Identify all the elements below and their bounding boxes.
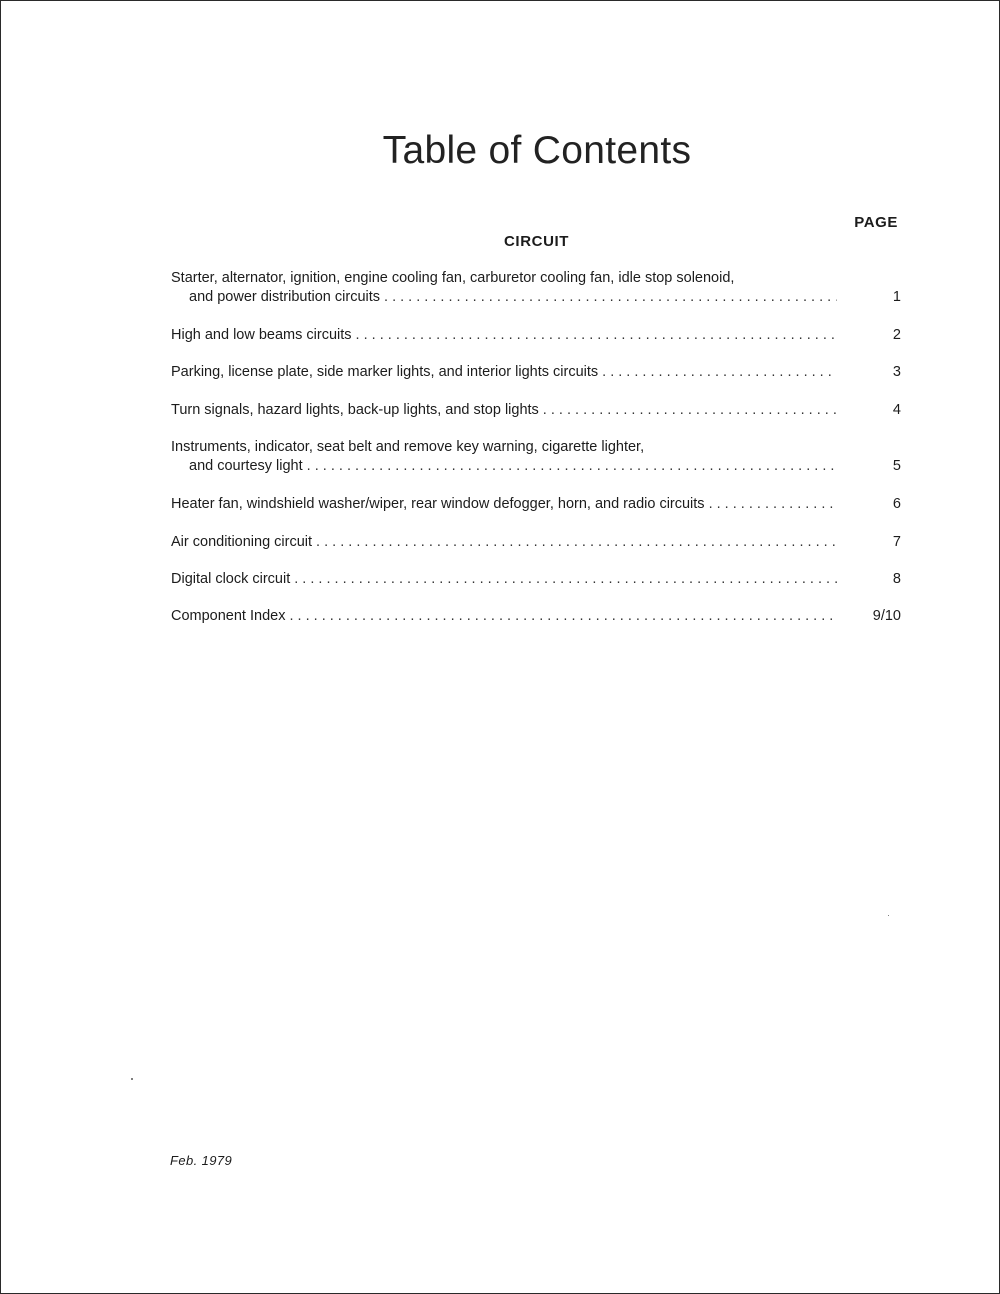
toc-entry-label: Turn signals, hazard lights, back-up lights, and stop lights bbox=[171, 402, 539, 418]
toc-page-number: 4 bbox=[892, 402, 901, 418]
print-speck bbox=[131, 1078, 133, 1080]
toc-list bbox=[1, 1, 999, 1293]
toc-entry-parking bbox=[171, 363, 901, 382]
toc-page-number: 3 bbox=[892, 364, 901, 380]
toc-page-number: 9/10 bbox=[872, 608, 901, 624]
toc-entry-beams bbox=[171, 326, 901, 345]
toc-page-number: 5 bbox=[892, 458, 901, 474]
toc-entry-turn-signals bbox=[171, 401, 901, 420]
circuit-column-header: CIRCUIT bbox=[504, 233, 570, 250]
print-speck bbox=[888, 915, 889, 916]
dot-leader bbox=[709, 495, 837, 514]
toc-page-number: 1 bbox=[892, 289, 901, 305]
toc-entry-label: Digital clock circuit bbox=[171, 571, 291, 587]
toc-page-number: 2 bbox=[892, 327, 901, 343]
dot-leader bbox=[543, 401, 837, 420]
toc-entry-component-index bbox=[171, 607, 901, 626]
dot-leader bbox=[289, 607, 837, 626]
dot-leader bbox=[316, 533, 837, 552]
toc-entry-heater bbox=[171, 495, 901, 514]
toc-entry-line: and power distribution circuits bbox=[189, 289, 381, 305]
toc-entry-instruments bbox=[171, 438, 901, 476]
toc-entry-label: High and low beams circuits bbox=[171, 327, 352, 343]
footer-date: Feb. 1979 bbox=[170, 1153, 233, 1168]
toc-entry-starter bbox=[171, 269, 901, 307]
toc-entry-digital-clock bbox=[171, 570, 901, 589]
dot-leader bbox=[602, 363, 837, 382]
toc-page-number: 6 bbox=[892, 496, 901, 512]
dot-leader bbox=[307, 457, 837, 476]
toc-page-number: 7 bbox=[892, 534, 901, 550]
toc-entry-label: Air conditioning circuit bbox=[171, 534, 313, 550]
dot-leader bbox=[356, 326, 837, 345]
dot-leader bbox=[384, 288, 837, 307]
toc-entry-label: Parking, license plate, side marker lights, and interior lights circuits bbox=[171, 364, 599, 380]
toc-entry-line: Starter, alternator, ignition, engine cooling fan, carburetor cooling fan, idle stop solenoid, bbox=[171, 270, 735, 286]
toc-entry-label: Heater fan, windshield washer/wiper, rear window defogger, horn, and radio circuits bbox=[171, 496, 705, 512]
toc-entry-line: and courtesy light bbox=[189, 458, 303, 474]
toc-entry-line: Instruments, indicator, seat belt and remove key warning, cigarette lighter, bbox=[171, 439, 645, 455]
toc-entry-label: Component Index bbox=[171, 608, 286, 624]
page-title: Table of Contents bbox=[382, 129, 692, 172]
toc-entry-air-conditioning bbox=[171, 533, 901, 552]
toc-page-number: 8 bbox=[892, 571, 901, 587]
dot-leader bbox=[294, 570, 837, 589]
page-column-header: PAGE bbox=[854, 214, 898, 231]
